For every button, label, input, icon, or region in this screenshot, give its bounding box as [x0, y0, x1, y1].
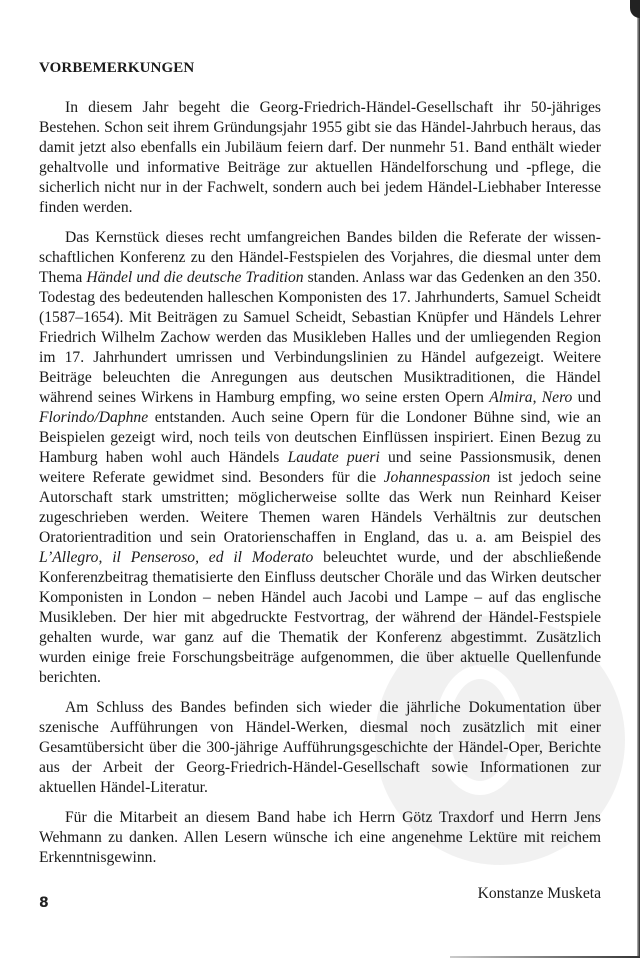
- paragraph-text: ist jedoch seine Autorschaft stark umstritten; möglicherweise sollte das Werk nun Reinhard Keiser zugeschrieben werden. Weitere Themen waren Händels Verhältnis zur deutschen Oratorientradition und sein Oratorienschaffen in England, das u. a. am Beispiel des: [39, 469, 601, 546]
- paragraph-text: beleuchtet wurde, und der abschließende Konferenzbeitrag thematisierte den Einfluss deutscher Choräle und das Wirken deutscher Komponisten in London – neben Händel auch Jacobi und Lampe – auf das englische Musikleben. Der hier mit abgedruckte Festvortrag, der während der Händel-Festspiele gehalten wurde, war ganz auf die Thematik der Konferenz abgestimmt. Zusätzlich wurden einige freie Forschungsbeiträge aufgenommen, die über aktuelle Quellenfunde berichten.: [39, 549, 602, 686]
- paragraph-text: Für die Mitarbeit an diesem Band habe ich Herrn Götz Traxdorf und Herrn Jens Wehmann zu danken. Allen Lesern wünsche ich eine angenehme Lektüre mit reichem Erkenntnisgewinn.: [39, 809, 601, 866]
- italic-title: Johannespassion: [383, 469, 491, 486]
- paragraph-text: standen. Anlass war das Gedenken an den 350. Todestag des bedeutenden halleschen Komponisten des 17. Jahrhunderts, Samuel Scheidt (1587–1654). Mit Beiträgen zu Samuel Scheidt, Sebastian Knüpfer und Händels Lehrer Friedrich Wilhelm Zachow werden das Musikleben Halles und der umliegenden Region im 17. Jahrhundert umrissen und Verbindungslinien zu Händel aufgezeigt. Weitere Beiträge beleuchten die Anregungen aus deutschen Musiktraditionen, die Händel während seines Wirkens in Hamburg empfing, wo seine ersten Opern: [39, 269, 601, 406]
- paragraph-acknowledgements: [39, 808, 601, 868]
- paragraph-conference: [39, 228, 601, 688]
- paragraph-documentation: [39, 698, 601, 798]
- italic-title: L’Allegro, il Penseroso, ed il Moderato: [39, 549, 314, 566]
- page-number: 8: [39, 895, 49, 911]
- page-corner-top-right: [630, 0, 640, 18]
- italic-title: Nero: [541, 389, 573, 406]
- page-content: [39, 58, 601, 904]
- paragraph-text: ,: [532, 389, 542, 406]
- paragraph-intro: [39, 98, 601, 218]
- paragraph-text: Am Schluss des Bandes befinden sich wieder die jährliche Dokumentation über szenische Aufführungen von Händel-Werken, diesmal noch zusätzlich mit einer Gesamtübersicht über die 300-jährige Aufführungsgeschichte der Händel-Oper, Berichte aus der Arbeit der Georg-Friedrich-Händel-Gesellschaft sowie Informationen zur aktuellen Händel-Literatur.: [39, 699, 601, 796]
- italic-title: Laudate pueri: [287, 449, 380, 466]
- paragraph-text: Das Kernstück dieses recht umfangreichen Bandes bilden die Referate der wissenschaftlichen Konferenz zu den Händel-Festspielen des Vorjahres, die diesmal unter dem Thema: [39, 229, 601, 286]
- page-heading: VORBEMERKUNGEN: [39, 60, 195, 76]
- paragraph-text: und: [572, 389, 602, 406]
- author-signature: Konstanze Musketa: [477, 885, 601, 902]
- paragraph-text: und seine Passionsmusik, denen weitere Referate gewidmet sind. Besonders für die: [39, 449, 601, 486]
- italic-title: Almira: [489, 389, 533, 406]
- italic-title: Florindo/Daphne: [39, 409, 149, 426]
- italic-title: Händel und die deutsche Tradition: [86, 269, 304, 286]
- paragraph-text: In diesem Jahr begeht die Georg-Friedrich-Händel-Gesellschaft ihr 50-jähriges Bestehen. Schon seit ihrem Gründungsjahr 1955 gibt sie das Händel-Jahrbuch heraus, das damit jetzt also ebenfalls ein Jubiläum feiern darf. Der nunmehr 51. Band enthält wieder gehaltvolle und informative Beiträge zur aktuellen Händelforschung und -pflege, die sicherlich nicht nur in der Fachwelt, sondern auch bei jedem Händel-Liebhaber Interesse finden werden.: [39, 99, 601, 216]
- paragraph-text: entstanden. Auch seine Opern für die Londoner Bühne sind, wie an Beispielen gezeigt wird, noch teils von deutschen Einflüssen inspiriert. Einen Bezug zu Hamburg haben wohl auch Händels: [39, 409, 601, 466]
